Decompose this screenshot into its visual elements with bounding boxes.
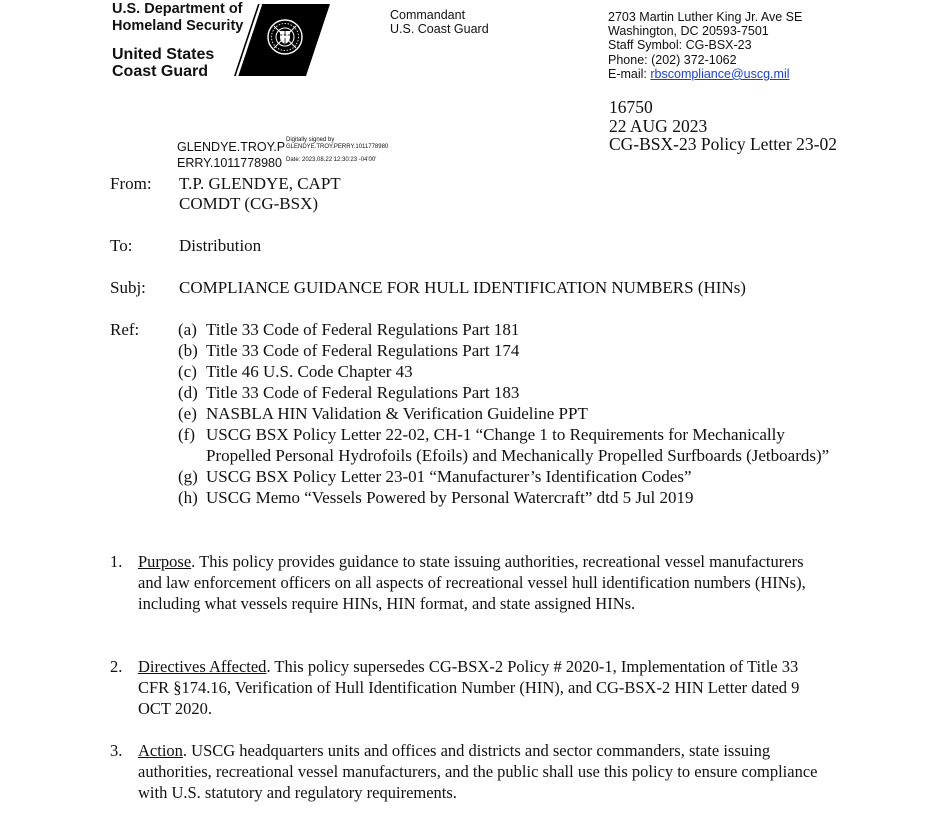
reference-item: (g) USCG BSX Policy Letter 23-01 “Manufacturer’s Identification Codes” <box>178 467 692 486</box>
reference-item: (f) USCG BSX Policy Letter 22-02, CH-1 “Change 1 to Requirements for Mechanically Propelled Personal Hydrofoils (Efoils) and Mechanically Propelled Surfboards (Jetboards)” <box>178 425 830 465</box>
staff-symbol: Staff Symbol: CG-BSX-23 <box>608 38 752 53</box>
phone: Phone: (202) 372-1062 <box>608 52 737 67</box>
paragraph-purpose: 1. Purpose. This policy provides guidance to state issuing authorities, recreational vessel manufacturers and law enforcement officers on all aspects of recreational vessel hull identification numbers (HINs), including what vessels require HINs, HIN format, and state assigned HINs. <box>110 552 806 613</box>
email-line: E-mail: rbscompliance@uscg.mil <box>608 66 790 81</box>
street-address: 2703 Martin Luther King Jr. Ave SE <box>608 10 803 24</box>
document-date: 22 AUG 2023 <box>609 115 708 136</box>
city-address: Washington, DC 20593-7501 <box>608 24 769 39</box>
reference-item: (c) Title 46 U.S. Code Chapter 43 <box>178 362 413 381</box>
digital-signature-name[interactable]: GLENDYE.TROY.P ERRY.1011778980 <box>177 140 286 170</box>
commandant-block: Commandant U.S. Coast Guard <box>390 8 489 36</box>
from-value: T.P. GLENDYE, CAPT COMDT (CG-BSX) <box>179 174 341 213</box>
department-name: U.S. Department of Homeland Security <box>112 1 244 34</box>
reference-label: Ref: <box>110 320 140 339</box>
agency-name: United States Coast Guard <box>112 46 215 80</box>
reference-list <box>178 319 836 508</box>
to-label: To: <box>110 236 133 255</box>
email-link[interactable]: rbscompliance@uscg.mil <box>650 66 790 81</box>
reference-item: (e) NASBLA HIN Validation & Verification Guideline PPT <box>178 404 588 423</box>
address-block <box>608 10 802 81</box>
ssic: 16750 <box>609 97 653 117</box>
reference-item: (h) USCG Memo “Vessels Powered by Personal Watercraft” dtd 5 Jul 2019 <box>178 488 694 507</box>
paragraph-action: 3. Action. USCG headquarters units and offices and districts and sector commanders, state issuing authorities, recreational vessel manufacturers, and the public shall use this policy to ensure compliance with U.S. statutory and regulatory requirements. <box>110 741 818 802</box>
paragraph-heading: Directives Affected <box>138 657 267 676</box>
digital-signature-details: Digitally signed by GLENDYE.TROY.PERRY.1011778980 <box>286 137 389 150</box>
reference-item: (b) Title 33 Code of Federal Regulations Part 174 <box>178 341 520 360</box>
paragraph-heading: Action <box>138 741 183 760</box>
reference-item: (d) Title 33 Code of Federal Regulations Part 183 <box>178 383 520 402</box>
coast-guard-seal-icon <box>234 4 330 76</box>
subject-label: Subj: <box>110 278 146 297</box>
digital-signature-date: Date: 2023.08.22 12:30:23 -04'00' <box>286 157 377 163</box>
policy-letter-number: CG-BSX-23 Policy Letter 23-02 <box>609 134 837 154</box>
from-label: From: <box>110 174 152 193</box>
reference-item: (a) Title 33 Code of Federal Regulations Part 181 <box>178 320 520 339</box>
paragraph-directives-affected: 2. Directives Affected. This policy supersedes CG-BSX-2 Policy # 2020-1, Implementation of Title 33 CFR §174.16, Verification of Hull Identification Number (HIN), and CG-BSX-2 HIN Letter dated 9 OCT 2020. <box>110 657 800 718</box>
document-identifiers <box>609 98 837 154</box>
subject-value: COMPLIANCE GUIDANCE FOR HULL IDENTIFICATION NUMBERS (HINs) <box>179 278 746 297</box>
paragraph-heading: Purpose <box>138 552 192 571</box>
to-value: Distribution <box>179 236 262 255</box>
